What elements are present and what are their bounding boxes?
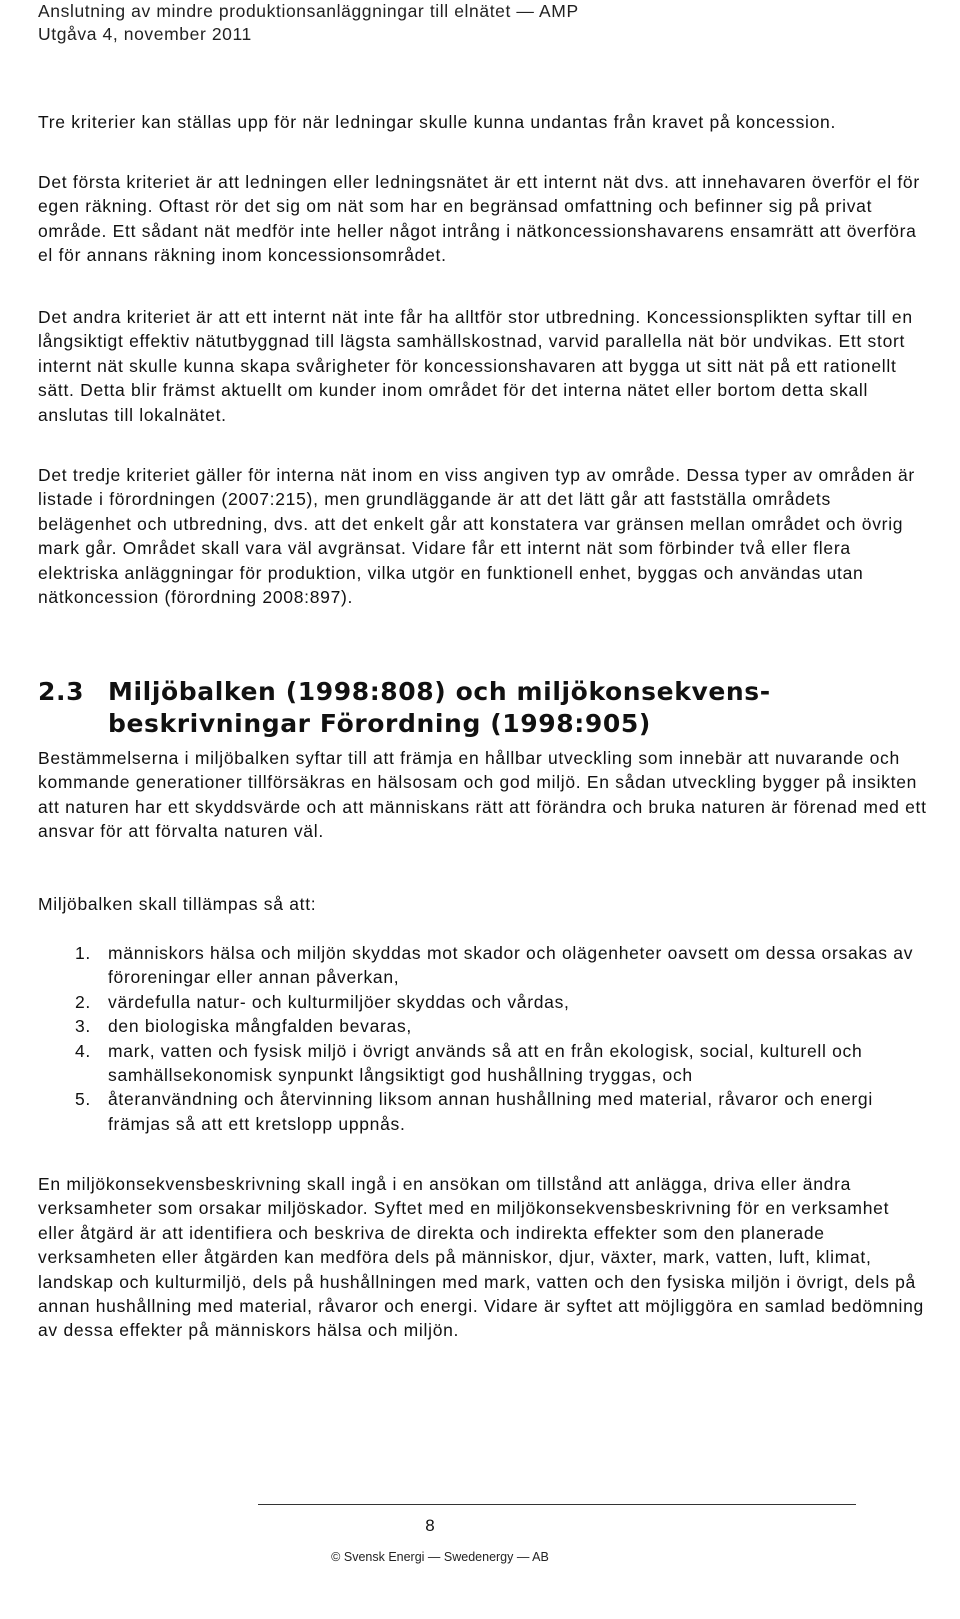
paragraph-list-lead: Miljöbalken skall tillämpas så att: xyxy=(38,894,317,914)
running-header xyxy=(38,0,918,46)
paragraph xyxy=(38,463,928,609)
section-number: 2.3 xyxy=(38,677,85,706)
paragraph-first-criterion: Det första kriteriet är att ledningen eller ledningsnätet är ett internt nät dvs. att innehavaren överför el för egen räkning. Oftast rör det sig om nät som har en begränsad omfattning och befinner sig på privat område. Ett sådant nät medför inte heller något intrång i nätkoncessionshavarens ensamrätt att överföra el för annans räkning inom koncessionsområdet. xyxy=(38,172,920,266)
list-marker: 3. xyxy=(75,1016,91,1037)
paragraph-second-criterion: Det andra kriteriet är att ett internt nät inte får ha alltför stor utbredning. Koncessionsplikten syftar till en långsiktigt effektiv nätutbyggnad till lägsta samhällskostnad, varvid parallella nät bör undvikas. Ett stort internt nät skulle kunna skapa svårigheter för koncessionshavaren att bygga ut sitt nät på ett rationellt sätt. Detta blir främst aktuellt om kunder inom området för det interna nätet eller bortom detta skall anslutas till lokalnätet. xyxy=(38,307,913,425)
list-item xyxy=(38,941,918,990)
list-item xyxy=(38,1014,918,1038)
paragraph xyxy=(38,305,928,427)
list-item xyxy=(38,1087,918,1136)
list-item-text: mark, vatten och fysisk miljö i övrigt används så att en från ekologisk, social, kulturell och samhällsekonomisk synpunkt långsiktigt god hushållning tryggas, och xyxy=(108,1040,863,1086)
header-title: Anslutning av mindre produktionsanläggningar till elnätet — AMP xyxy=(38,1,579,21)
paragraph-miljobalken-intro: Bestämmelserna i miljöbalken syftar till att främja en hållbar utveckling som innebär att nuvarande och kommande generationer tillförsäkras en hälsosam och god miljö. En sådan utveckling bygger på insikten att naturen har ett skyddsvärde och att människans rätt att förändra och bruka naturen är förenad med ett ansvar för att förvalta naturen väl. xyxy=(38,748,927,842)
paragraph-mkb: En miljökonsekvensbeskrivning skall ingå i en ansökan om tillstånd att anlägga, driva eller ändra verksamheter som orsakar miljöskador. Syftet med en miljökonsekvensbeskrivning för en verksamhet eller åtgärd är att identifiera och beskriva de direkta och indirekta effekter som den planerade verksamheten eller åtgärden kan medföra dels på människor, djur, växter, mark, vatten, luft, klimat, landskap och kulturmiljö, dels på hushållningen med mark, vatten och den fysiska miljön i övrigt, dels på annan hushållning med material, råvaror och energi. Vidare är syftet att möjliggöra en samlad bedömning av dessa effekter på människors hälsa och miljön. xyxy=(38,1174,924,1341)
header-edition: Utgåva 4, november 2011 xyxy=(38,24,252,44)
paragraph xyxy=(38,746,928,844)
paragraph xyxy=(38,170,928,268)
list-item-text: den biologiska mångfalden bevaras, xyxy=(108,1016,412,1037)
paragraph-third-criterion: Det tredje kriteriet gäller för interna nät inom en viss angiven typ av område. Dessa typer av områden är listade i förordningen (2007:215), men grundläggande är att det lätt går att fastställa områdets belägenhet och utbredning, dvs. att det enkelt går att konstatera var gränsen mellan området och övrig mark går. Området skall vara väl avgränsat. Vidare får ett internt nät som förbinder två eller flera elektriska anläggningar för produktion, vilka utgör en funktionell enhet, byggas och användas utan nätkoncession (förordning 2008:897). xyxy=(38,465,915,608)
paragraph-intro: Tre kriterier kan ställas upp för när ledningar skulle kunna undantas från kravet på koncession. xyxy=(38,112,837,132)
list-marker: 4. xyxy=(75,1040,91,1061)
footer-divider xyxy=(258,1504,856,1505)
list-marker: 2. xyxy=(75,991,91,1012)
requirements-list xyxy=(38,941,918,1136)
list-marker: 5. xyxy=(75,1089,91,1110)
page-number: 8 xyxy=(425,1516,435,1535)
section-title: Miljöbalken (1998:808) och miljökonsekvens-beskrivningar Förordning (1998:905) xyxy=(108,677,771,738)
paragraph xyxy=(38,110,928,134)
list-marker: 1. xyxy=(75,943,91,963)
list-item-text: värdefulla natur- och kulturmiljöer skyddas och vårdas, xyxy=(108,991,570,1012)
paragraph xyxy=(38,892,928,916)
list-item-text: människors hälsa och miljön skyddas mot skador och olägenheter oavsett om dessa orsakas av föroreningar eller annan påverkan, xyxy=(108,943,914,988)
footer-copyright: © Svensk Energi — Swedenergy — AB xyxy=(331,1550,549,1564)
list-item-text: återanvändning och återvinning liksom annan hushållning med material, råvaror och energi främjas så att ett kretslopp uppnås. xyxy=(108,1089,873,1134)
list-item xyxy=(38,990,918,1014)
list-item xyxy=(38,1039,918,1088)
paragraph xyxy=(38,1172,928,1343)
